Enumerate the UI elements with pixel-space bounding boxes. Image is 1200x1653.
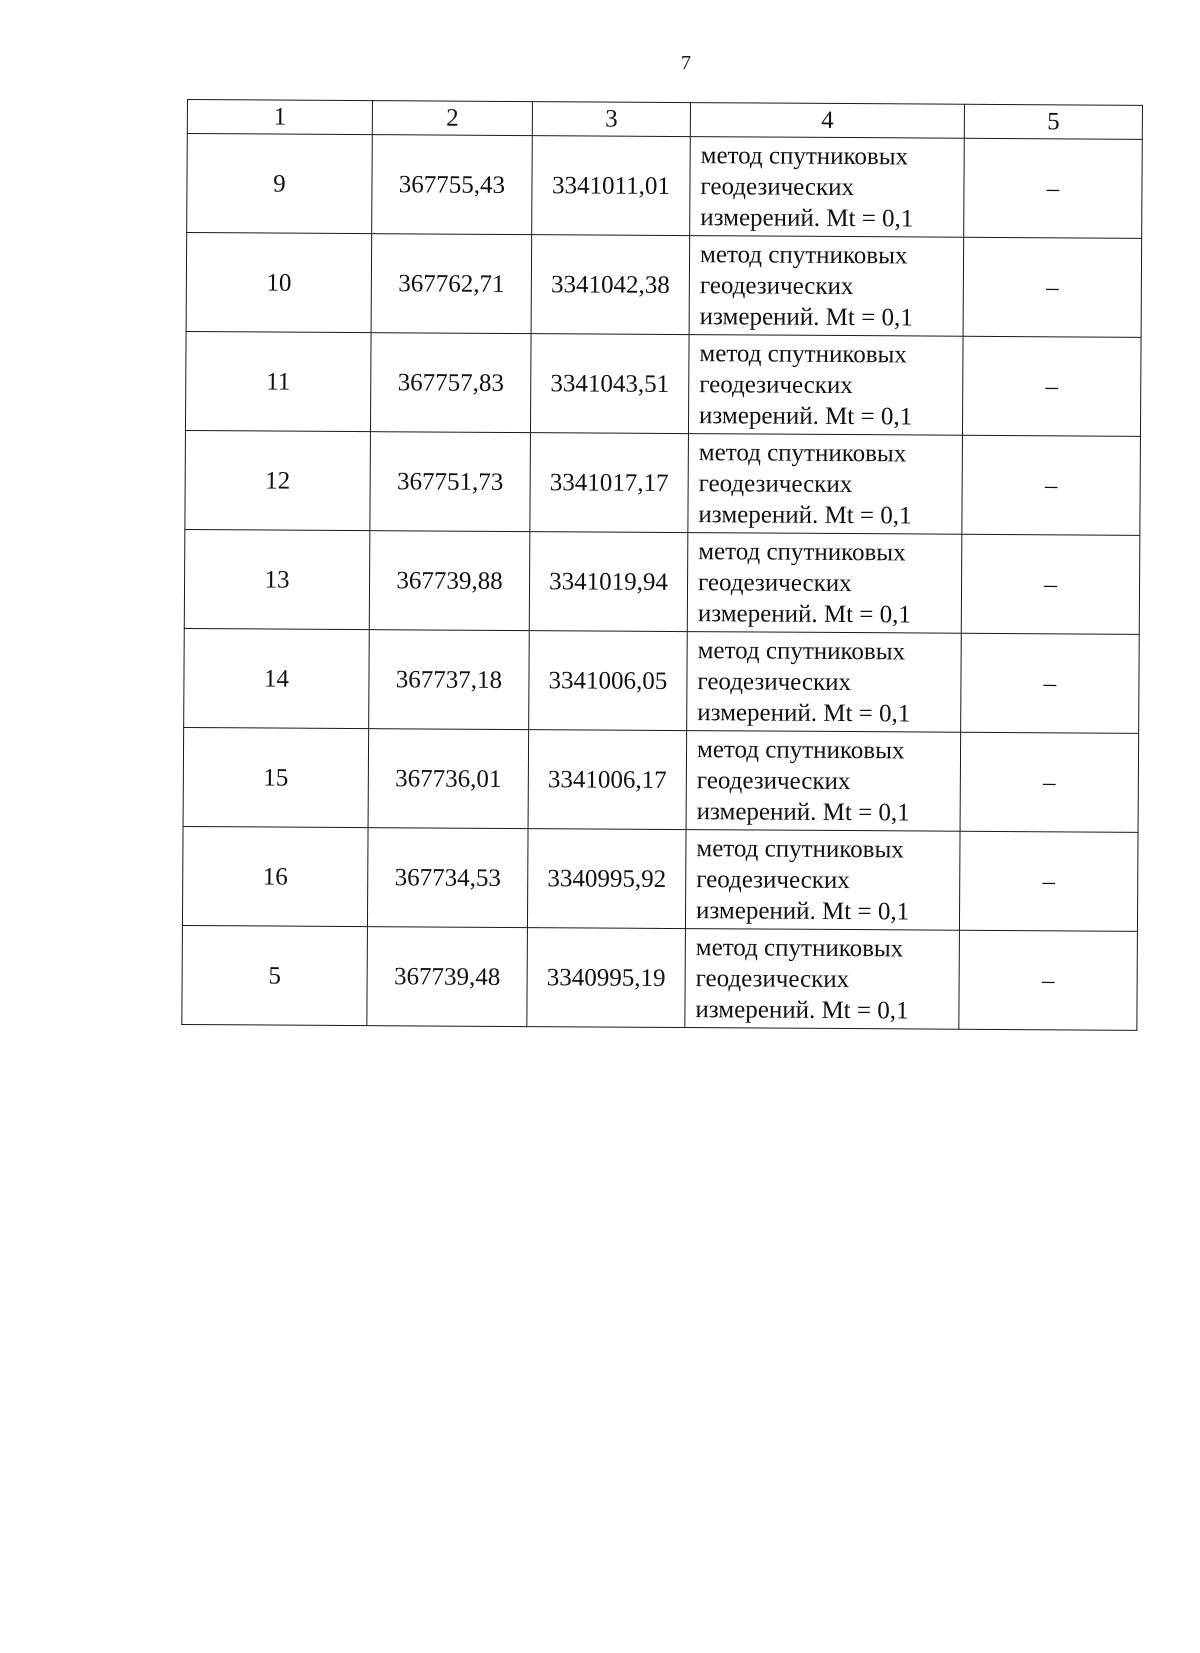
point-number-cell: 12 (185, 430, 371, 530)
x-coordinate-cell: 367762,71 (371, 234, 532, 334)
method-line-2: геодезических (697, 568, 852, 597)
point-number-cell: 14 (184, 628, 370, 728)
table-row (184, 628, 1140, 733)
method-line-3: измерений. Mt = 0,1 (698, 500, 912, 529)
y-coordinate-cell: 3341006,05 (529, 631, 688, 731)
method-cell (687, 632, 962, 733)
method-line-1: метод спутниковых (699, 339, 907, 368)
point-number-cell: 9 (187, 134, 373, 234)
page-number (0, 52, 1200, 75)
table-row (186, 233, 1142, 338)
method-line-2: геодезических (696, 865, 850, 894)
table-row (182, 826, 1138, 931)
note-cell: – (962, 435, 1141, 535)
note-cell: – (961, 633, 1140, 733)
header-cell-5: 5 (964, 104, 1142, 139)
y-coordinate-cell: 3341017,17 (530, 433, 689, 533)
x-coordinate-cell: 367739,48 (367, 927, 528, 1027)
note-cell: – (963, 237, 1142, 337)
method-line-3: измерений. Mt = 0,1 (695, 896, 910, 925)
y-coordinate-cell: 3341011,01 (532, 136, 691, 236)
note-cell: – (960, 732, 1139, 832)
method-cell (685, 830, 960, 931)
method-line-3: измерений. Mt = 0,1 (695, 995, 909, 1024)
method-line-1: метод спутниковых (696, 735, 905, 764)
y-coordinate-cell: 3341043,51 (530, 334, 689, 434)
note-cell: – (962, 336, 1141, 436)
method-line-2: геодезических (698, 469, 853, 498)
method-line-2: геодезических (697, 667, 852, 696)
note-cell: – (961, 534, 1140, 634)
x-coordinate-cell: 367734,53 (367, 828, 528, 928)
x-coordinate-cell: 367757,83 (370, 333, 531, 433)
method-cell (687, 533, 962, 634)
y-coordinate-cell: 3341006,17 (528, 730, 687, 830)
header-row (187, 100, 1142, 140)
table-header (187, 100, 1142, 140)
table-row (183, 727, 1139, 832)
method-line-3: измерений. Mt = 0,1 (699, 302, 913, 331)
method-line-3: измерений. Mt = 0,1 (698, 401, 913, 430)
header-cell-3: 3 (532, 102, 690, 137)
note-cell: – (959, 831, 1138, 931)
method-line-3: измерений. Mt = 0,1 (696, 797, 910, 826)
method-line-1: метод спутниковых (697, 636, 906, 665)
method-line-3: измерений. Mt = 0,1 (697, 599, 912, 628)
method-line-2: геодезических (700, 172, 855, 201)
x-coordinate-cell: 367737,18 (369, 630, 530, 730)
y-coordinate-cell: 3340995,19 (527, 928, 686, 1028)
method-cell (690, 137, 965, 238)
x-coordinate-cell: 367755,43 (372, 135, 533, 235)
method-cell (686, 731, 961, 832)
method-line-2: геодезических (695, 964, 850, 993)
table-row (185, 331, 1141, 436)
x-coordinate-cell: 367739,88 (369, 531, 530, 631)
note-cell: – (959, 930, 1138, 1030)
method-cell (688, 434, 963, 535)
method-line-1: метод спутниковых (699, 240, 908, 269)
method-line-1: метод спутниковых (696, 834, 904, 863)
header-cell-2: 2 (372, 101, 532, 136)
method-line-1: метод спутниковых (698, 537, 906, 566)
method-line-2: геодезических (699, 271, 854, 300)
table-row (184, 529, 1140, 634)
x-coordinate-cell: 367736,01 (368, 729, 529, 829)
point-number-cell: 16 (182, 826, 368, 926)
y-coordinate-cell: 3340995,92 (527, 829, 686, 929)
point-number-cell: 10 (186, 233, 372, 333)
table-row (185, 430, 1141, 535)
method-cell (689, 236, 964, 337)
y-coordinate-cell: 3341042,38 (531, 235, 690, 335)
table-row (182, 925, 1138, 1030)
x-coordinate-cell: 367751,73 (370, 432, 531, 532)
y-coordinate-cell: 3341019,94 (529, 532, 688, 632)
header-cell-1: 1 (187, 100, 372, 135)
method-cell (685, 929, 960, 1030)
note-cell: – (964, 138, 1143, 238)
point-number-cell: 5 (182, 925, 368, 1025)
method-line-1: метод спутниковых (698, 438, 907, 467)
method-line-2: геодезических (696, 766, 851, 795)
point-number-cell: 11 (185, 331, 371, 431)
method-line-2: геодезических (699, 370, 853, 399)
method-line-3: измерений. Mt = 0,1 (697, 698, 911, 727)
table-row (187, 134, 1143, 239)
point-number-cell: 15 (183, 727, 369, 827)
header-cell-4: 4 (690, 103, 964, 139)
point-number-cell: 13 (184, 529, 370, 629)
method-line-3: измерений. Mt = 0,1 (700, 203, 914, 232)
method-cell (688, 335, 963, 436)
method-line-1: метод спутниковых (695, 933, 904, 962)
table-body (182, 134, 1142, 1031)
method-line-1: метод спутниковых (700, 141, 909, 170)
coordinates-table (181, 99, 1143, 1031)
page-number-text: 7 (681, 52, 691, 74)
